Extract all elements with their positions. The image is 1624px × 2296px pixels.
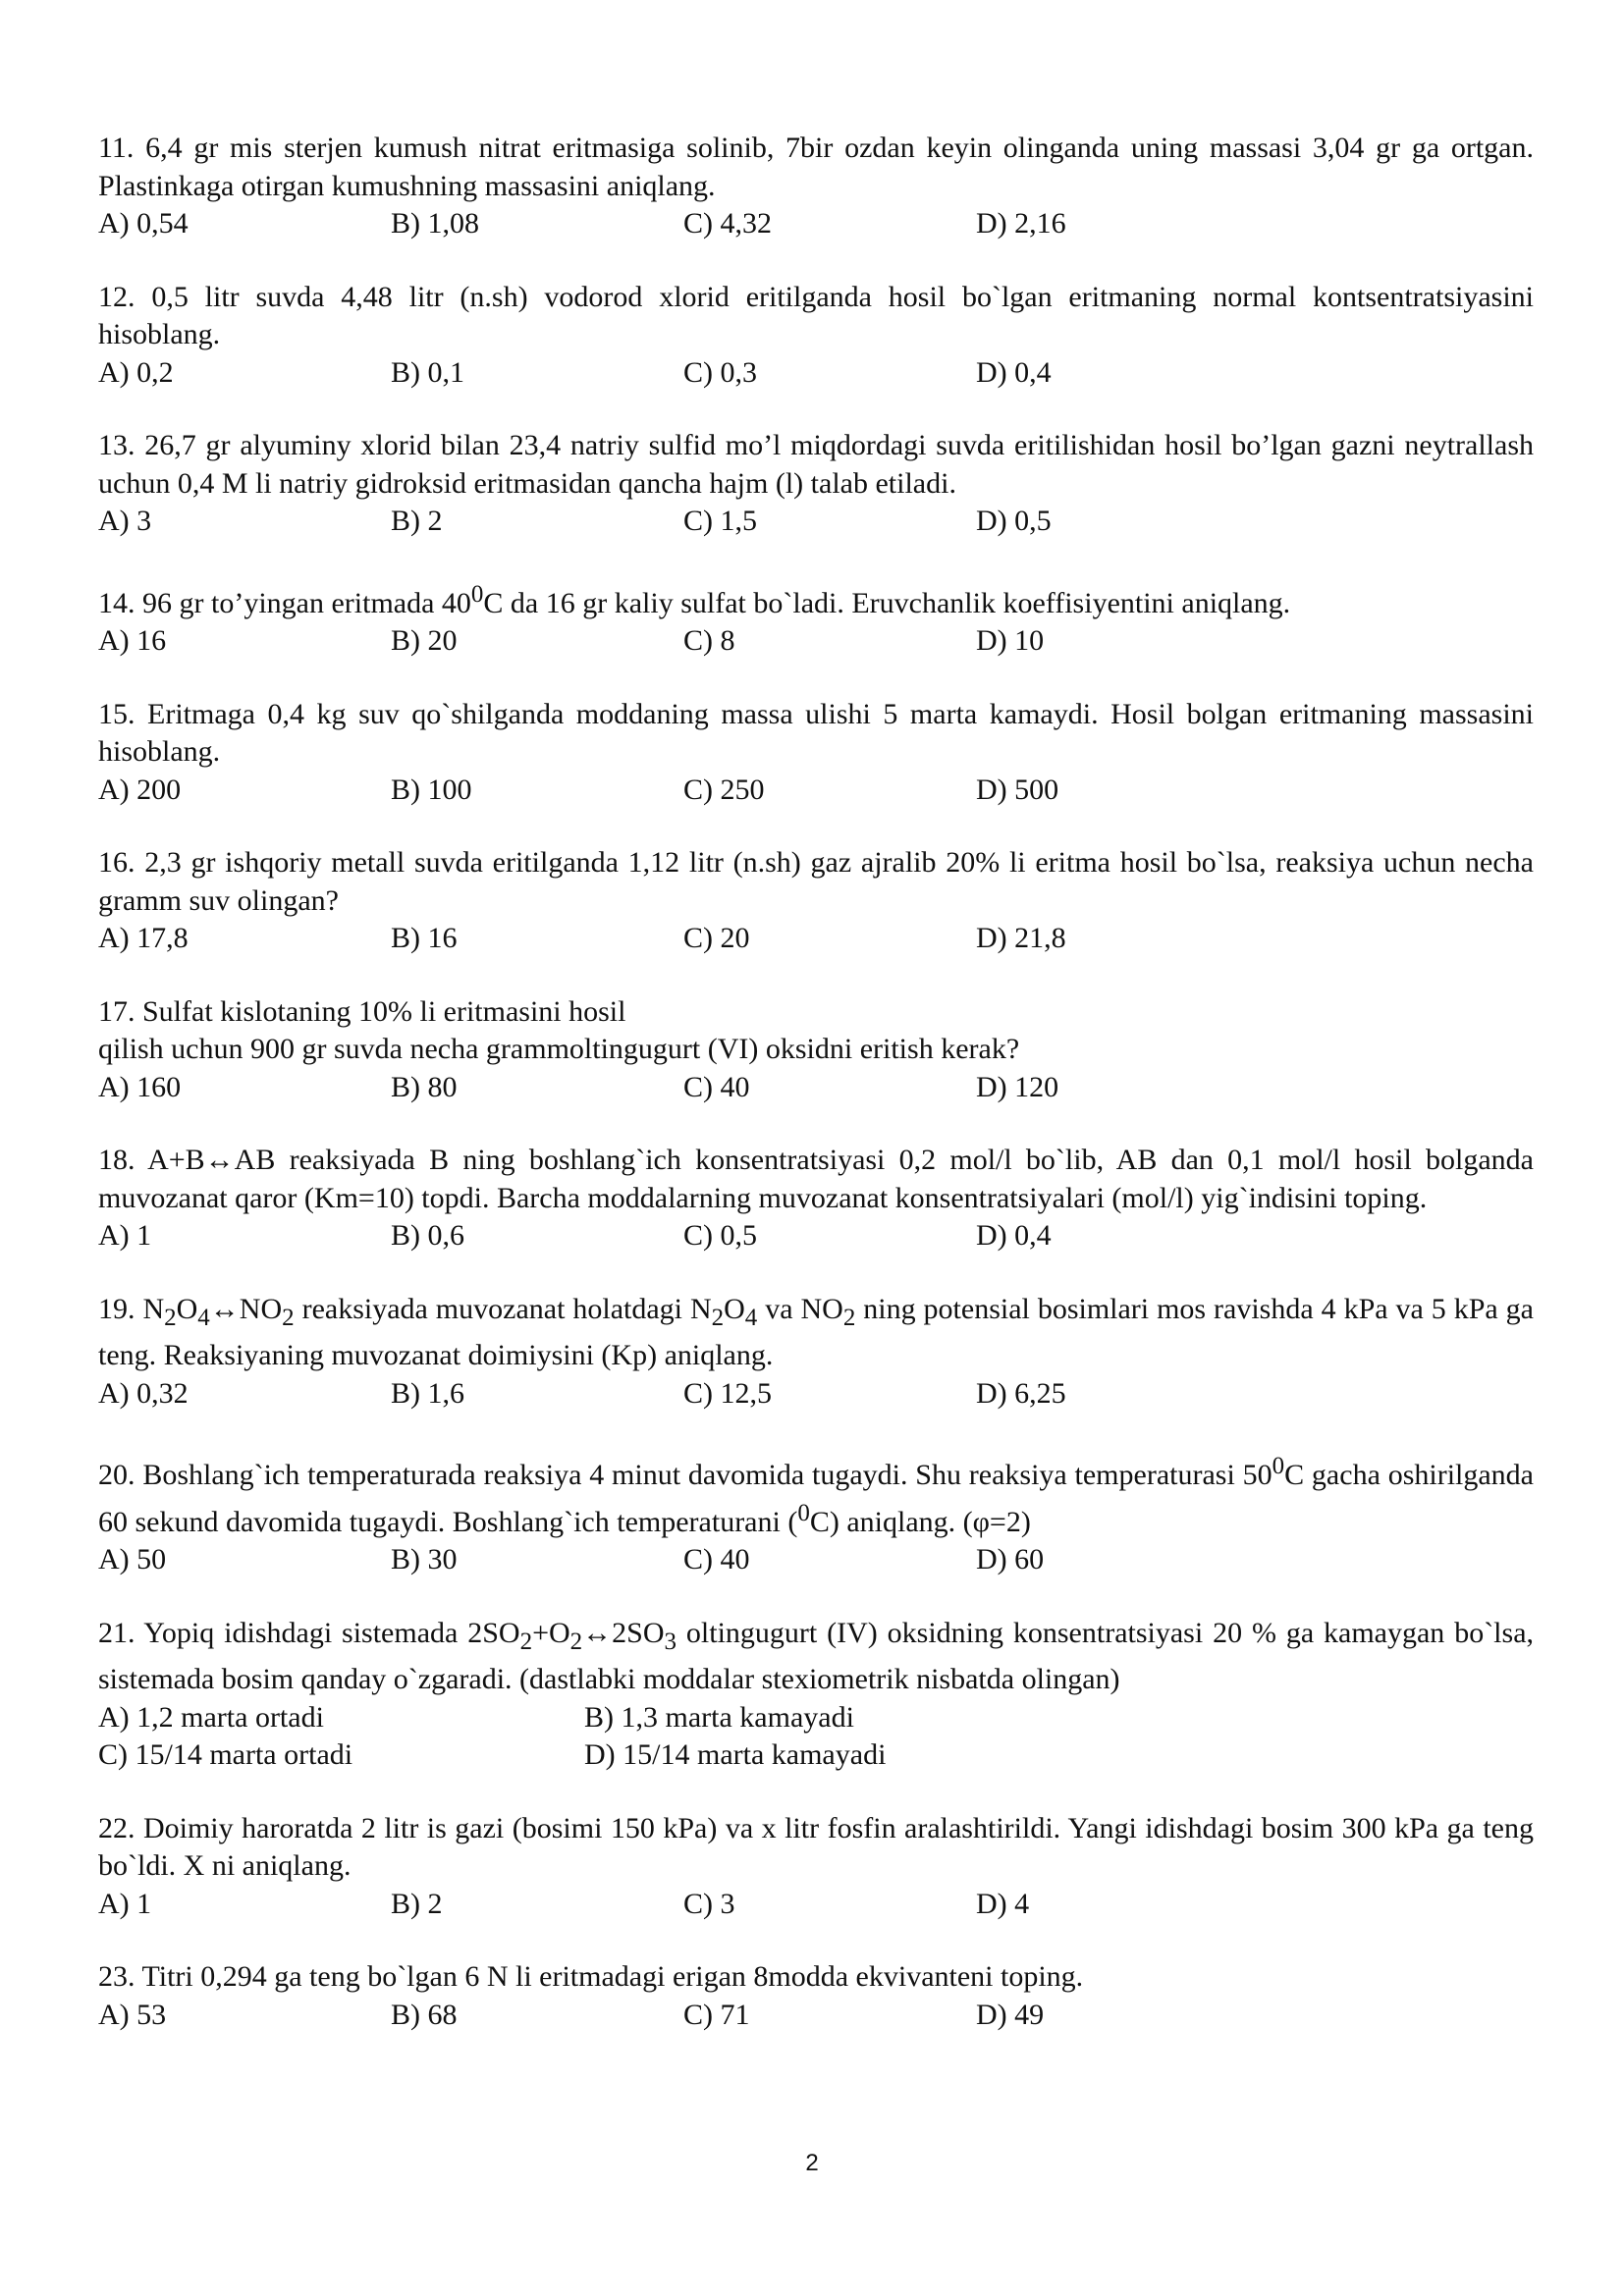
answer-options	[98, 1699, 1534, 1775]
subscript: 2	[282, 1304, 295, 1331]
option-b: B) 0,1	[391, 355, 464, 389]
option-c: C) 40	[683, 1543, 750, 1575]
subscript: 2	[519, 1628, 533, 1655]
question-text: 12. 0,5 litr suvda 4,48 litr (n.sh) vodorod xlorid eritilganda hosil bo`lgan eritmaning normal kontsentratsiyasini hisoblang.	[98, 280, 1534, 350]
answer-options	[98, 503, 1534, 541]
question-text-part: +O	[532, 1616, 570, 1649]
option-a: A) 160	[98, 1070, 182, 1103]
subscript: 2	[569, 1628, 583, 1655]
option-a: A) 1	[98, 1219, 152, 1252]
option-b: B) 68	[391, 1998, 458, 2031]
question-20	[98, 1448, 1534, 1579]
question-text	[98, 993, 1534, 1069]
option-d: D) 0,4	[976, 1219, 1052, 1252]
option-b: B) 1,3 marta kamayadi	[584, 1700, 854, 1734]
question-text-part: 21. Yopiq idishdagi sistemada 2SO	[98, 1616, 520, 1649]
question-text: 23. Titri 0,294 ga teng bo`lgan 6 N li eritmadagi erigan 8modda ekvivanteni toping.	[98, 1960, 1084, 1993]
option-a: A) 0,32	[98, 1376, 189, 1410]
question-text: 18. A+B↔AB reaksiyada B ning boshlang`ich konsentratsiyasi 0,2 mol/l bo`lib, AB dan 0,1 mol/l hosil bolganda muvozanat qaror (Km=10) topdi. Barcha moddalarning muvozanat konsentratsiyalari (mol/l) yig`indisini toping.	[98, 1144, 1534, 1214]
option-c: C) 0,3	[683, 355, 757, 389]
option-c: C) 8	[683, 624, 735, 657]
question-line-2: qilish uchun 900 gr suvda necha grammoltingugurt (VI) oksidni eritish kerak?	[98, 1033, 1020, 1065]
option-d: D) 6,25	[976, 1376, 1066, 1410]
subscript: 2	[164, 1304, 177, 1331]
question-text-part: C gacha oshirilganda 60 sekund davomida tugaydi. Boshlang`ich temperaturani (	[98, 1459, 1534, 1538]
question-text-part: 14. 96 gr to’yingan eritmada 40	[98, 586, 471, 619]
question-text-part: va NO	[757, 1292, 843, 1325]
subscript: 2	[711, 1304, 725, 1331]
answer-options	[98, 1069, 1534, 1107]
option-d: D) 0,5	[976, 505, 1052, 537]
superscript: 0	[1272, 1453, 1285, 1479]
question-23	[98, 1958, 1534, 2034]
option-b: B) 30	[391, 1543, 458, 1575]
question-text: 13. 26,7 gr alyuminy xlorid bilan 23,4 natriy sulfid mo’l miqdordagi suvda eritilishidan hosil bo’lgan gazni neytrallash uchun 0,4 M li natriy gidroksid eritmasidan qancha hajm (l) talab etiladi.	[98, 429, 1534, 500]
option-a: A) 1	[98, 1887, 152, 1920]
option-d: D) 21,8	[976, 922, 1066, 954]
question-18	[98, 1142, 1534, 1255]
superscript: 0	[797, 1499, 810, 1526]
option-a: A) 16	[98, 624, 167, 657]
option-c: C) 0,5	[683, 1219, 757, 1252]
answer-options	[98, 772, 1534, 810]
option-b: B) 2	[391, 1887, 443, 1920]
option-d: D) 15/14 marta kamayadi	[584, 1738, 887, 1771]
option-c: C) 20	[683, 922, 750, 954]
question-17	[98, 993, 1534, 1107]
option-a: A) 53	[98, 1998, 167, 2031]
question-15	[98, 696, 1534, 810]
question-21	[98, 1615, 1534, 1775]
question-14	[98, 576, 1534, 661]
question-text	[98, 1615, 1534, 1699]
question-text	[98, 1291, 1534, 1375]
option-d: D) 0,4	[976, 355, 1052, 389]
subscript: 2	[842, 1304, 856, 1331]
question-text: 15. Eritmaga 0,4 kg suv qo`shilganda moddaning massa ulishi 5 marta kamaydi. Hosil bolgan eritmaning massasini hisoblang.	[98, 697, 1534, 768]
option-d: D) 60	[976, 1543, 1045, 1575]
question-text-part: ↔2SO	[582, 1616, 665, 1649]
question-12	[98, 279, 1534, 393]
option-d: D) 10	[976, 624, 1045, 657]
option-c: C) 3	[683, 1887, 735, 1920]
subscript: 4	[197, 1304, 210, 1331]
answer-row	[98, 1736, 1534, 1775]
answer-row	[98, 1699, 1534, 1737]
answer-options	[98, 1997, 1534, 2035]
subscript: 3	[664, 1628, 677, 1655]
option-b: B) 2	[391, 505, 443, 537]
question-text-part: C da 16 gr kaliy sulfat bo`ladi. Eruvchanlik koeffisiyentini aniqlang.	[483, 586, 1291, 619]
answer-options	[98, 920, 1534, 958]
question-list	[98, 130, 1534, 2069]
question-text-part: O	[176, 1292, 198, 1325]
option-a: A) 0,54	[98, 207, 189, 240]
option-c: C) 1,5	[683, 505, 757, 537]
question-text: 11. 6,4 gr mis sterjen kumush nitrat eritmasiga solinib, 7bir ozdan keyin olinganda uning massasi 3,04 gr ga ortgan. Plastinkaga otirgan kumushning massasini aniqlang.	[98, 132, 1534, 202]
option-d: D) 120	[976, 1070, 1059, 1103]
option-b: B) 80	[391, 1070, 458, 1103]
option-a: A) 50	[98, 1543, 167, 1575]
option-b: B) 20	[391, 624, 458, 657]
answer-options	[98, 354, 1534, 393]
question-11	[98, 130, 1534, 243]
option-a: A) 17,8	[98, 922, 189, 954]
option-c: C) 12,5	[683, 1376, 772, 1410]
option-b: B) 0,6	[391, 1219, 464, 1252]
option-a: A) 200	[98, 773, 182, 806]
question-line-1: 17. Sulfat kislotaning 10% li eritmasini hosil	[98, 994, 626, 1028]
question-text: 22. Doimiy haroratda 2 litr is gazi (bosimi 150 kPa) va x litr fosfin aralashtirildi. Yangi idishdagi bosim 300 kPa ga teng bo`ldi. X ni aniqlang.	[98, 1811, 1534, 1882]
question-19	[98, 1291, 1534, 1414]
question-text	[98, 576, 1534, 623]
answer-options	[98, 1886, 1534, 1924]
subscript: 4	[744, 1304, 758, 1331]
option-d: D) 2,16	[976, 207, 1066, 240]
option-c: C) 71	[683, 1998, 750, 2031]
option-a: A) 0,2	[98, 355, 174, 389]
question-text-part: oltingugurt (IV) oksidning konsentratsiyasi 20 % ga kamaygan bo`lsa, sistemada bosim qanday o`zgaradi. (dastlabki moddalar stexiometrik nisbatda olingan)	[98, 1616, 1535, 1695]
question-text-part: 19. N	[98, 1292, 165, 1325]
option-d: D) 500	[976, 773, 1059, 806]
option-d: D) 4	[976, 1887, 1030, 1920]
question-16	[98, 844, 1534, 958]
option-b: B) 1,6	[391, 1376, 464, 1410]
option-c: C) 4,32	[683, 207, 772, 240]
question-text-part: O	[724, 1292, 745, 1325]
question-13	[98, 427, 1534, 541]
question-22	[98, 1810, 1534, 1924]
question-text-part: ↔NO	[209, 1292, 283, 1325]
option-c: C) 15/14 marta ortadi	[98, 1738, 353, 1771]
option-c: C) 40	[683, 1070, 750, 1103]
page-number: 2	[805, 2150, 819, 2176]
question-text-part: 20. Boshlang`ich temperaturada reaksiya 4 minut davomida tugaydi. Shu reaksiya temperaturasi 50	[98, 1459, 1272, 1491]
answer-options	[98, 1217, 1534, 1255]
superscript: 0	[470, 580, 484, 608]
question-text-part: C) aniqlang. (φ=2)	[809, 1505, 1031, 1538]
option-a: A) 3	[98, 505, 152, 537]
option-b: B) 100	[391, 773, 472, 806]
option-b: B) 1,08	[391, 207, 479, 240]
question-text-part: ning potensial bosimlari mos ravishda 4 kPa va 5 kPa ga teng. Reaksiyaning muvozanat doimiysini (Kp) aniqlang.	[98, 1292, 1534, 1371]
answer-options	[98, 1375, 1534, 1414]
answer-options	[98, 205, 1534, 243]
option-d: D) 49	[976, 1998, 1045, 2031]
question-text: 16. 2,3 gr ishqoriy metall suvda eritilganda 1,12 litr (n.sh) gaz ajralib 20% li eritma hosil bo`lsa, reaksiya uchun necha gramm suv olingan?	[98, 846, 1534, 917]
answer-options	[98, 622, 1534, 661]
option-a: A) 1,2 marta ortadi	[98, 1700, 324, 1734]
question-text-part: reaksiyada muvozanat holatdagi N	[294, 1292, 712, 1325]
option-c: C) 250	[683, 773, 765, 806]
question-text	[98, 1448, 1534, 1541]
answer-options	[98, 1541, 1534, 1579]
option-b: B) 16	[391, 922, 458, 954]
